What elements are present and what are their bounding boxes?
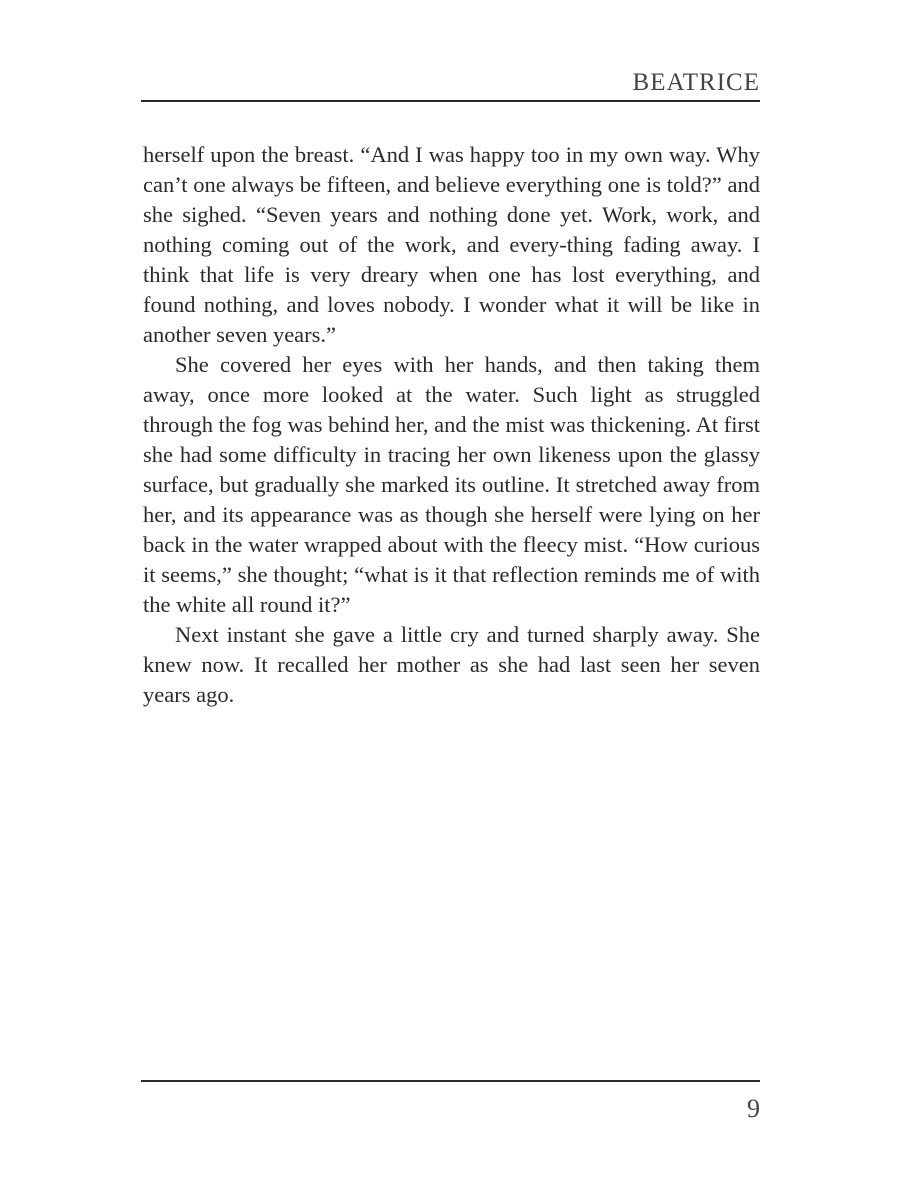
body-text <box>143 140 760 710</box>
paragraph: herself upon the breast. “And I was happy too in my own way. Why can’t one always be fifteen, and believe everything one is told?” and she sighed. “Seven years and nothing done yet. Work, work, and nothing coming out of the work, and every-thing fading away. I think that life is very dreary when one has lost everything, and found nothing, and loves nobody. I wonder what it will be like in another seven years.” <box>143 142 760 347</box>
header-rule <box>141 100 760 102</box>
footer-rule <box>141 1080 760 1082</box>
paragraph: She covered her eyes with her hands, and then taking them away, once more looked at the water. Such light as struggled through the fog was behind her, and the mist was thickening. At first she had some difficulty in tracing her own likeness upon the glassy surface, but gradually she marked its outline. It stretched away from her, and its appearance was as though she herself were lying on her back in the water wrapped about with the fleecy mist. “How curious it seems,” she thought; “what is it that reflection reminds me of with the white all round it?” <box>143 352 760 617</box>
paragraph: Next instant she gave a little cry and turned sharply away. She knew now. It recalled her mother as she had last seen her seven years ago. <box>143 622 760 707</box>
running-head-title: BEATRICE <box>632 69 760 96</box>
page-number: 9 <box>747 1094 760 1123</box>
